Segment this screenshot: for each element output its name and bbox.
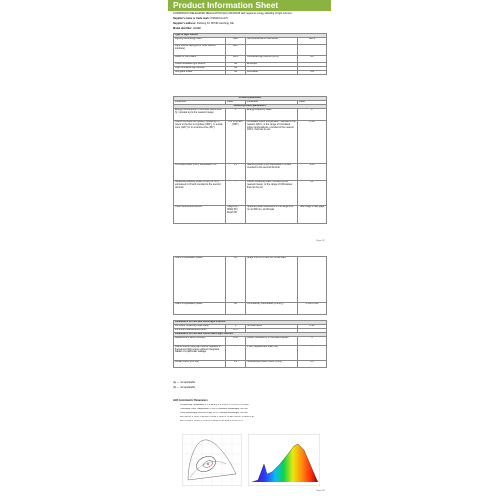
table-cell: Connected light source (CLS): [246,55,298,62]
table-cell: Mains or non-mains: [174,55,226,62]
equivalent-power-table [173,256,327,315]
table-cell: MLS [226,55,246,62]
table-cell: Claims that an LED light source replaces a fluorescent light source without integrated ballast of a particular wattage [174,345,226,360]
table-cell: 40 [226,257,246,303]
supplier-address-label: Supplier's address: [173,22,197,25]
table-cell: 6 [298,336,327,345]
led-params-table [173,320,327,368]
table-cell: the lumen maintenance factor [174,328,226,332]
table-row [174,336,327,345]
title-bar [168,0,331,11]
table-cell: 0.90 [298,324,327,328]
model-identifier-value: LEDEP [193,27,202,30]
table-cell: E14 [226,44,246,55]
table-cell: range 250 nm to 800 nm, at full-load [246,257,298,303]
table-cell: Lighting technology used: [174,37,226,44]
document-page [168,0,331,500]
table-row [174,70,327,74]
table-cell: Anti-glare shield: [174,70,226,74]
supplier-address-line [173,22,328,25]
led-params-heading: Parameters for LED and OLED light sources: [174,321,327,325]
colorimetric-line: Ra = 80 R1 = 79 R2 = 88 R3 = 93 R4 = 78 R5 = 78 R6 = 84 R7 = 84 R8 = 61 [180,416,255,418]
table-cell: 0.4 [226,360,246,367]
table-cell: - [226,345,246,360]
table-row [174,345,327,360]
table-row [174,360,327,367]
light-source-type-table [173,33,327,75]
document-title: Product Information Sheet [173,0,279,10]
regulation-line: COMMISSION DELEGATED REGULATION (EU) 2019/2015 with regard to energy labelling of light sources [173,12,292,15]
table-cell: F [298,108,327,120]
supplier-name-line [173,17,328,20]
table-cell: 40 [226,303,246,315]
table-cell: 80 [298,180,327,205]
table-cell: Energy consumption in on-mode (kWh/1000 h), rounded up to the nearest integer [174,108,226,120]
table-cell: Colour rendering index, rounded to the nearest integer, or the range of CRI-values that can be set [246,180,298,205]
table-cell: Standby power (Psb) expressed in W and rounded to the second decimal [246,163,298,180]
table-cell: - [298,345,327,360]
table-cell: See image in last page [298,205,327,223]
column-header: Value [226,100,246,104]
model-identifier-line [173,27,328,30]
table-cell: Yes [298,70,327,74]
table-row [174,205,327,223]
table-cell: High luminance light source: [174,66,226,70]
mains-params-heading: Parameters for LED and OLED mains light sources: [174,332,327,336]
table-cell: LED [226,37,246,44]
product-params-heading: Product parameters [174,97,327,101]
table-cell: On-mode power (Pon), expressed in W [174,163,226,180]
table-cell: Non-directional or directional: [246,37,298,44]
table-cell: Height 88 | Width 38 | Depth 38 [226,205,246,223]
supplier-name-label: Supplier's name or trade mark: [173,17,210,20]
spectral-distribution-chart [248,434,320,486]
table-cell: 9 [226,324,246,328]
table-cell: 0.70 [226,328,246,332]
table-cell: Envelope: [246,62,298,66]
colorimetric-heading: LED Colorimetric Parameters [173,399,208,402]
table-cell: Outer dimensions without [174,205,226,223]
table-row [174,180,327,205]
table-cell: Dimmable: [246,70,298,74]
table-cell: displacement factor (cos φ1) [174,336,226,345]
table-cell: 470 in sphere (360°) [226,120,246,163]
table-cell: Stroboscopic effect metric (SVM) [246,360,298,367]
table-cell [246,44,298,55]
table-cell: NDLS [298,37,327,44]
table-row [174,303,327,315]
table-cell: 2700 [298,120,327,163]
table-cell: Claim of equivalent power [174,257,226,303]
table-row [174,55,327,62]
table-cell: No [226,62,246,66]
table-cell: 0.4 [298,360,327,367]
table-row [174,257,327,303]
supplier-address-value: Parkring 33, 85748 Garching, DE [196,22,234,25]
colorimetric-line: Chromaticity coordinates: x = 0.4600 y = 0.4100 u' = 0.2523 v' = 0.5067 [180,404,250,406]
colorimetric-line: R9 = 9 R10 = 71 R11 = 76 R12 = 58 R13 = 82 R14 = 97 R15 = 72 [180,420,244,422]
table-cell: 4.5 [226,163,246,180]
table-cell: No [226,66,246,70]
type-heading: Type of light source: [174,34,327,38]
chroma-y: 0.410 [312,302,319,305]
table-cell: Spectral power distribution in the range 250 nm to 800 nm, at full-load [246,205,298,223]
table-cell: Light source cap-type (or other electric interface) [174,44,226,55]
note-b: (b) — not applicable [173,386,196,389]
table-cell: - [226,180,246,205]
colorimetric-line: Peak Wavelength: 606 nm Purity: 55 % Centroid Wavelength: 592 nm [180,412,248,414]
table-row [174,163,327,180]
table-row [174,37,327,44]
table-cell: 0.00 [298,163,327,180]
page-marker-2: Page 2/2 [316,490,325,492]
table-cell [298,303,327,315]
column-header: Parameter [174,100,226,104]
colorimetric-line: Correlated Color Temperature: 2700 K Dominant Wavelength: 582 nm [180,408,248,410]
chroma-x: 0.460 [305,302,312,305]
column-header: Parameter [246,100,298,104]
table-cell: Claim of equivalent power [174,303,226,315]
table-cell [298,44,327,55]
table-cell: Colour consistency in McAdam ellipses [246,336,298,345]
table-cell: 0.50 [226,336,246,345]
table-row [174,120,327,163]
supplier-name-value: OSRAM GmbH [210,17,228,20]
cie-chromaticity-diagram [182,434,242,486]
table-cell: Flicker metric (Pst LM) [174,360,226,367]
table-cell: Networked standby power (Pnet) for CLS, expressed in W and rounded to the second decimal [174,180,226,205]
table-row [174,44,327,55]
table-cell: Correlated colour temperature, rounded to the nearest 100 K, or the range of correlated colour temperatures, rounded to the nearest 100 K, that can be set [246,120,298,163]
table-cell: R9 colour rendering index value [174,324,226,328]
note-a: (a) — not applicable [173,381,196,384]
column-header: Value [298,100,327,104]
table-cell: No [298,55,327,62]
product-parameters-table [173,96,327,224]
table-cell: Useful luminous flux (Φuse), indicating if it refers to the flux in a sphere (360°), in a wide cone (120°) or in a narrow cone (90°) [174,120,226,163]
general-params-heading: General product parameters: [174,104,327,108]
table-cell: Survival factor [246,324,298,328]
table-cell [298,257,327,303]
table-cell: No [226,70,246,74]
table-cell: Colour-tuneable light source: [174,62,226,66]
page-marker-1: Page 1/2 [316,240,325,242]
table-cell: Energy efficiency class [246,108,298,120]
table-row [174,108,327,120]
model-identifier-label: Model identifier: [173,27,193,30]
table-cell: Chromaticity coordinates (x and y) [246,303,298,315]
table-cell: 5 [226,108,246,120]
table-cell: If yes, replacement claim (W) [246,345,298,360]
